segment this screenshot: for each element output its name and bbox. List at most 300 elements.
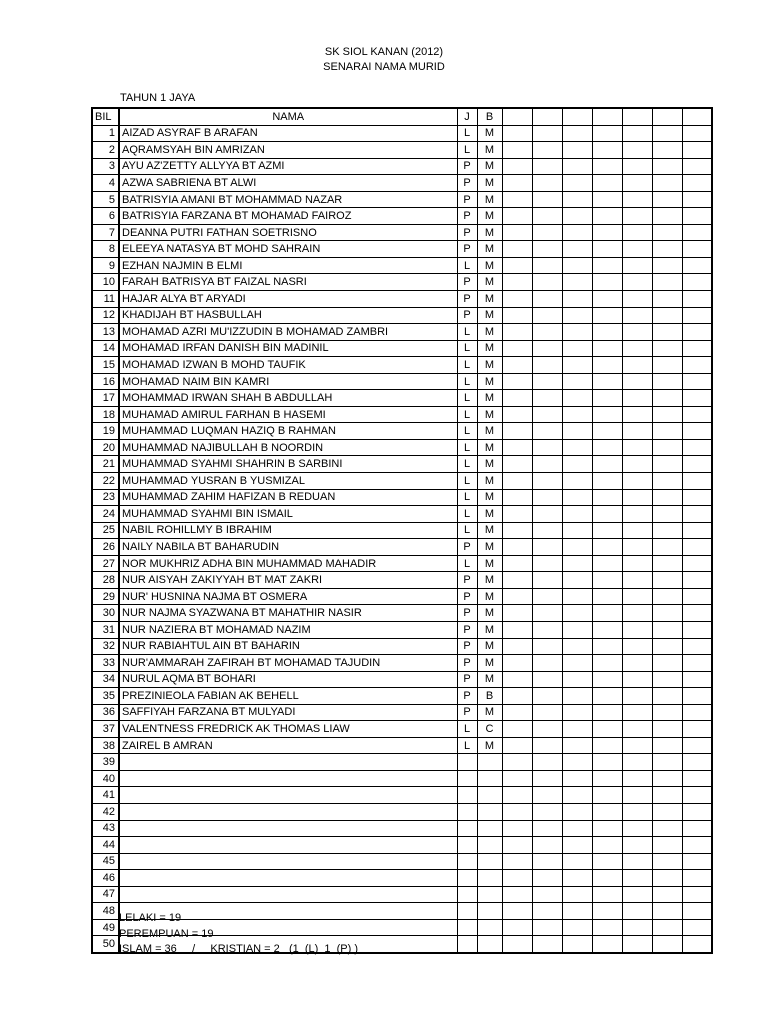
empty-cell [622, 456, 652, 473]
row-number: 41 [92, 787, 119, 804]
gender-code: P [457, 307, 477, 324]
empty-cell [562, 588, 592, 605]
empty-cell [622, 704, 652, 721]
empty-cell [652, 142, 682, 159]
student-name: HAJAR ALYA BT ARYADI [119, 291, 457, 308]
empty-cell [532, 208, 562, 225]
table-row [92, 638, 712, 655]
empty-cell [682, 853, 712, 870]
empty-cell [532, 274, 562, 291]
row-number: 18 [92, 406, 119, 423]
empty-cell [562, 688, 592, 705]
empty-cell [622, 125, 652, 142]
empty-cell [652, 572, 682, 589]
gender-code: P [457, 291, 477, 308]
empty-cell [562, 721, 592, 738]
race-code: M [477, 406, 502, 423]
empty-cell [622, 439, 652, 456]
empty-cell [532, 737, 562, 754]
race-code: M [477, 208, 502, 225]
empty-cell [682, 257, 712, 274]
race-code: C [477, 721, 502, 738]
empty-cell [532, 473, 562, 490]
empty-cell [562, 373, 592, 390]
empty-cell [502, 191, 532, 208]
student-name: MUHAMMAD SYAHMI SHAHRIN B SARBINI [119, 456, 457, 473]
empty-cell [502, 787, 532, 804]
empty-cell [562, 208, 592, 225]
row-number: 5 [92, 191, 119, 208]
empty-cell [562, 439, 592, 456]
empty-cell [532, 489, 562, 506]
empty-cell [502, 671, 532, 688]
school-title: SK SIOL KANAN (2012) [324, 46, 444, 58]
empty-cell [622, 224, 652, 241]
empty-cell [652, 737, 682, 754]
table-row [92, 473, 712, 490]
table-row [92, 208, 712, 225]
empty-cell [682, 373, 712, 390]
student-name: NUR' HUSNINA NAJMA BT OSMERA [119, 588, 457, 605]
empty-cell [622, 473, 652, 490]
student-name: MUHAMMAD LUQMAN HAZIQ B RAHMAN [119, 423, 457, 440]
empty-cell [622, 307, 652, 324]
race-code: M [477, 605, 502, 622]
gender-code: L [457, 555, 477, 572]
row-number: 39 [92, 754, 119, 771]
empty-cell [562, 489, 592, 506]
column-header-extra [532, 108, 562, 125]
empty-cell [502, 837, 532, 854]
empty-cell [502, 770, 532, 787]
student-name: SAFFIYAH FARZANA BT MULYADI [119, 704, 457, 721]
empty-cell [622, 142, 652, 159]
empty-cell [652, 820, 682, 837]
student-name: MUHAMMAD YUSRAN B YUSMIZAL [119, 473, 457, 490]
gender-code: P [457, 224, 477, 241]
empty-cell [562, 837, 592, 854]
race-code: M [477, 158, 502, 175]
row-number: 6 [92, 208, 119, 225]
empty-cell [532, 307, 562, 324]
race-code: M [477, 588, 502, 605]
empty-cell [532, 456, 562, 473]
empty-cell [652, 456, 682, 473]
column-header-extra [652, 108, 682, 125]
row-number: 44 [92, 837, 119, 854]
empty-cell [562, 340, 592, 357]
race-code [477, 903, 502, 920]
empty-cell [532, 803, 562, 820]
gender-code: L [457, 125, 477, 142]
empty-cell [502, 919, 532, 936]
table-row [92, 489, 712, 506]
race-code: M [477, 439, 502, 456]
table-row [92, 522, 712, 539]
empty-cell [622, 621, 652, 638]
empty-cell [592, 754, 622, 771]
race-code: M [477, 473, 502, 490]
empty-cell [532, 241, 562, 258]
empty-cell [532, 820, 562, 837]
race-code [477, 754, 502, 771]
row-number: 15 [92, 357, 119, 374]
gender-code: P [457, 191, 477, 208]
student-name [119, 770, 457, 787]
empty-cell [502, 737, 532, 754]
empty-cell [592, 489, 622, 506]
table-row [92, 770, 712, 787]
race-code: M [477, 125, 502, 142]
empty-cell [592, 770, 622, 787]
empty-cell [682, 142, 712, 159]
student-name: MUHAMMAD SYAHMI BIN ISMAIL [119, 506, 457, 523]
table-row [92, 605, 712, 622]
race-code: M [477, 390, 502, 407]
empty-cell [562, 406, 592, 423]
empty-cell [682, 307, 712, 324]
empty-cell [502, 291, 532, 308]
empty-cell [622, 655, 652, 672]
empty-cell [682, 125, 712, 142]
empty-cell [652, 191, 682, 208]
empty-cell [622, 770, 652, 787]
empty-cell [532, 158, 562, 175]
empty-cell [502, 638, 532, 655]
empty-cell [652, 936, 682, 953]
table-row [92, 257, 712, 274]
empty-cell [502, 423, 532, 440]
empty-cell [622, 191, 652, 208]
gender-code: L [457, 142, 477, 159]
empty-cell [562, 473, 592, 490]
empty-cell [682, 473, 712, 490]
empty-cell [682, 406, 712, 423]
empty-cell [652, 406, 682, 423]
empty-cell [652, 588, 682, 605]
class-name: TAHUN 1 JAYA [120, 92, 196, 104]
row-number: 36 [92, 704, 119, 721]
empty-cell [652, 754, 682, 771]
empty-cell [592, 621, 622, 638]
empty-cell [562, 522, 592, 539]
empty-cell [502, 754, 532, 771]
gender-code: L [457, 340, 477, 357]
empty-cell [532, 770, 562, 787]
empty-cell [592, 870, 622, 887]
empty-cell [502, 803, 532, 820]
empty-cell [622, 390, 652, 407]
empty-cell [622, 803, 652, 820]
empty-cell [622, 291, 652, 308]
race-code: M [477, 423, 502, 440]
empty-cell [562, 754, 592, 771]
empty-cell [592, 803, 622, 820]
empty-cell [532, 638, 562, 655]
empty-cell [682, 919, 712, 936]
gender-code: L [457, 406, 477, 423]
table-row [92, 373, 712, 390]
student-name [119, 754, 457, 771]
empty-cell [592, 125, 622, 142]
empty-cell [652, 307, 682, 324]
gender-code: L [457, 373, 477, 390]
empty-cell [562, 175, 592, 192]
table-row [92, 671, 712, 688]
empty-cell [502, 721, 532, 738]
student-name: ELEEYA NATASYA BT MOHD SAHRAIN [119, 241, 457, 258]
student-name: AIZAD ASYRAF B ARAFAN [119, 125, 457, 142]
empty-cell [502, 357, 532, 374]
empty-cell [682, 638, 712, 655]
empty-cell [592, 572, 622, 589]
row-number: 45 [92, 853, 119, 870]
race-code: M [477, 224, 502, 241]
student-name: AZWA SABRIENA BT ALWI [119, 175, 457, 192]
empty-cell [592, 721, 622, 738]
race-code [477, 936, 502, 953]
empty-cell [652, 506, 682, 523]
table-row [92, 506, 712, 523]
empty-cell [652, 671, 682, 688]
race-code: M [477, 489, 502, 506]
gender-code: P [457, 241, 477, 258]
empty-cell [562, 572, 592, 589]
race-code: M [477, 191, 502, 208]
empty-cell [562, 936, 592, 953]
table-row [92, 423, 712, 440]
gender-code [457, 936, 477, 953]
empty-cell [682, 390, 712, 407]
empty-cell [502, 340, 532, 357]
row-number: 32 [92, 638, 119, 655]
empty-cell [592, 456, 622, 473]
empty-cell [622, 340, 652, 357]
column-header-extra [622, 108, 652, 125]
empty-cell [652, 638, 682, 655]
gender-code: L [457, 357, 477, 374]
empty-cell [682, 241, 712, 258]
student-name: ZAIREL B AMRAN [119, 737, 457, 754]
race-code: M [477, 539, 502, 556]
row-number: 17 [92, 390, 119, 407]
empty-cell [652, 158, 682, 175]
empty-cell [502, 853, 532, 870]
student-name [119, 787, 457, 804]
empty-cell [622, 539, 652, 556]
student-name: MUHAMAD AMIRUL FARHAN B HASEMI [119, 406, 457, 423]
gender-code: L [457, 456, 477, 473]
empty-cell [502, 406, 532, 423]
gender-code: L [457, 721, 477, 738]
row-number: 12 [92, 307, 119, 324]
empty-cell [562, 737, 592, 754]
empty-cell [502, 241, 532, 258]
summary-block [119, 911, 358, 958]
empty-cell [622, 671, 652, 688]
empty-cell [652, 274, 682, 291]
empty-cell [532, 572, 562, 589]
student-name: MOHAMAD NAIM BIN KAMRI [119, 373, 457, 390]
table-row [92, 274, 712, 291]
student-name [119, 837, 457, 854]
empty-cell [682, 572, 712, 589]
column-header-bil: BIL [92, 108, 119, 125]
empty-cell [682, 489, 712, 506]
table-row [92, 820, 712, 837]
empty-cell [592, 605, 622, 622]
empty-cell [622, 257, 652, 274]
empty-cell [652, 489, 682, 506]
empty-cell [592, 158, 622, 175]
empty-cell [502, 390, 532, 407]
empty-cell [682, 588, 712, 605]
gender-code: L [457, 489, 477, 506]
student-name: NOR MUKHRIZ ADHA BIN MUHAMMAD MAHADIR [119, 555, 457, 572]
empty-cell [502, 175, 532, 192]
empty-cell [652, 291, 682, 308]
empty-cell [562, 886, 592, 903]
empty-cell [622, 853, 652, 870]
empty-cell [592, 423, 622, 440]
empty-cell [622, 241, 652, 258]
empty-cell [592, 522, 622, 539]
empty-cell [652, 241, 682, 258]
empty-cell [622, 423, 652, 440]
empty-cell [652, 688, 682, 705]
empty-cell [562, 191, 592, 208]
empty-cell [502, 522, 532, 539]
empty-cell [592, 373, 622, 390]
empty-cell [502, 555, 532, 572]
table-row [92, 340, 712, 357]
gender-code: L [457, 473, 477, 490]
race-code [477, 919, 502, 936]
gender-code: P [457, 621, 477, 638]
table-row [92, 870, 712, 887]
empty-cell [562, 506, 592, 523]
race-code [477, 870, 502, 887]
empty-cell [562, 423, 592, 440]
row-number: 16 [92, 373, 119, 390]
empty-cell [622, 357, 652, 374]
empty-cell [652, 175, 682, 192]
empty-cell [532, 754, 562, 771]
student-name [119, 820, 457, 837]
empty-cell [532, 191, 562, 208]
empty-cell [622, 820, 652, 837]
table-row [92, 572, 712, 589]
empty-cell [592, 655, 622, 672]
empty-cell [652, 870, 682, 887]
empty-cell [502, 489, 532, 506]
empty-cell [682, 621, 712, 638]
empty-cell [592, 539, 622, 556]
empty-cell [682, 522, 712, 539]
row-number: 27 [92, 555, 119, 572]
empty-cell [532, 423, 562, 440]
empty-cell [532, 406, 562, 423]
empty-cell [502, 125, 532, 142]
table-row [92, 406, 712, 423]
empty-cell [592, 208, 622, 225]
empty-cell [502, 208, 532, 225]
empty-cell [682, 158, 712, 175]
gender-code [457, 803, 477, 820]
gender-code [457, 886, 477, 903]
empty-cell [562, 803, 592, 820]
table-row [92, 307, 712, 324]
row-number: 2 [92, 142, 119, 159]
empty-cell [502, 274, 532, 291]
empty-cell [562, 390, 592, 407]
table-row [92, 588, 712, 605]
student-name: NUR NAZIERA BT MOHAMAD NAZIM [119, 621, 457, 638]
table-row [92, 737, 712, 754]
row-number: 35 [92, 688, 119, 705]
empty-cell [682, 423, 712, 440]
table-row [92, 853, 712, 870]
empty-cell [622, 886, 652, 903]
empty-cell [622, 522, 652, 539]
row-number: 38 [92, 737, 119, 754]
empty-cell [562, 539, 592, 556]
empty-cell [532, 671, 562, 688]
empty-cell [592, 555, 622, 572]
empty-cell [652, 704, 682, 721]
empty-cell [682, 688, 712, 705]
table-row [92, 357, 712, 374]
empty-cell [592, 307, 622, 324]
student-name: NUR RABIAHTUL AIN BT BAHARIN [119, 638, 457, 655]
row-number: 23 [92, 489, 119, 506]
gender-code: P [457, 274, 477, 291]
race-code [477, 787, 502, 804]
empty-cell [502, 886, 532, 903]
race-code: M [477, 373, 502, 390]
empty-cell [682, 175, 712, 192]
row-number: 14 [92, 340, 119, 357]
empty-cell [652, 208, 682, 225]
empty-cell [652, 539, 682, 556]
empty-cell [532, 539, 562, 556]
empty-cell [652, 803, 682, 820]
empty-cell [562, 903, 592, 920]
empty-cell [592, 406, 622, 423]
race-code: M [477, 572, 502, 589]
empty-cell [592, 324, 622, 341]
race-code [477, 803, 502, 820]
gender-code: P [457, 588, 477, 605]
empty-cell [562, 307, 592, 324]
student-name: NURUL AQMA BT BOHARI [119, 671, 457, 688]
table-row [92, 324, 712, 341]
empty-cell [592, 274, 622, 291]
empty-cell [592, 257, 622, 274]
table-row [92, 886, 712, 903]
table-row [92, 621, 712, 638]
empty-cell [592, 886, 622, 903]
row-number: 33 [92, 655, 119, 672]
empty-cell [562, 357, 592, 374]
empty-cell [592, 903, 622, 920]
gender-code: P [457, 572, 477, 589]
empty-cell [562, 605, 592, 622]
empty-cell [592, 175, 622, 192]
empty-cell [502, 257, 532, 274]
empty-cell [652, 605, 682, 622]
empty-cell [532, 373, 562, 390]
